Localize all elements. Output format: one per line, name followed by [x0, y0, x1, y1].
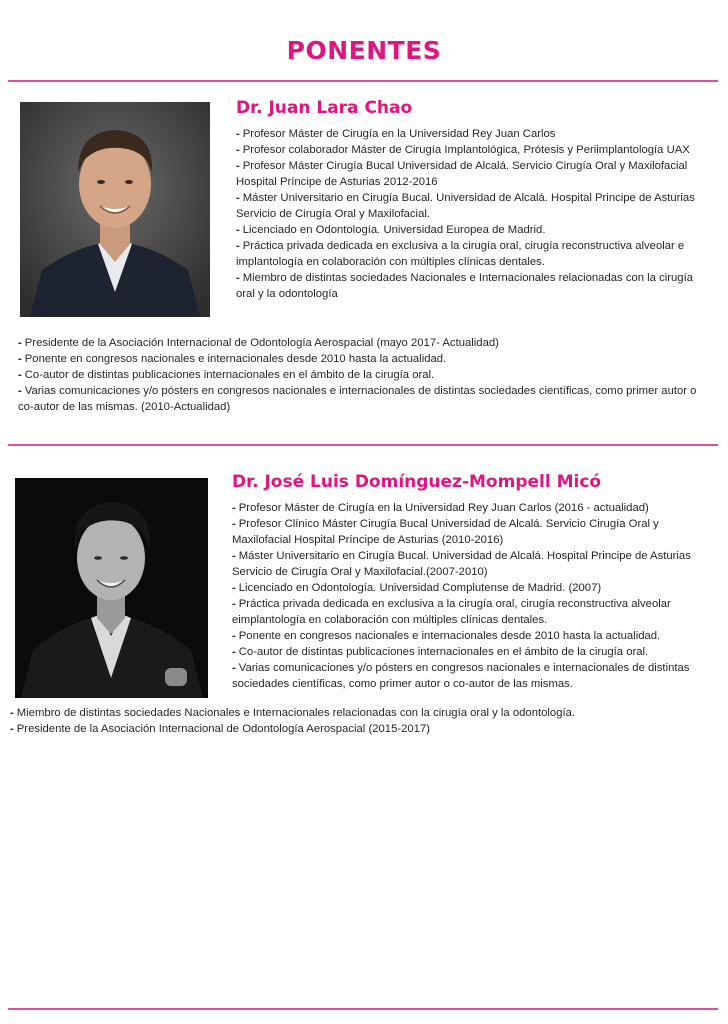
speaker-photo-jose-luis: [15, 478, 208, 698]
bio-item: - Profesor Máster de Cirugía en la Universidad Rey Juan Carlos (2016 - actualidad): [232, 502, 649, 514]
bio-item: - Profesor Máster Cirugía Bucal Universidad de Alcalá. Servicio Cirugía Oral y Maxilofacial Hospital Príncipe de Asturias 2012-2016: [236, 160, 688, 188]
bio-item: - Ponente en congresos nacionales e internacionales desde 2010 hasta la actualidad.: [18, 353, 447, 365]
bio-item: - Presidente de la Asociación Internacional de Odontología Aerospacial (2015-2017): [10, 723, 431, 735]
speaker-name: Dr. José Luis Domínguez-Mompell Micó: [232, 472, 602, 492]
bio-item: - Varias comunicaciones y/o pósters en congresos nacionales e internacionales de distintas sociedades científicas, como primer autor o co-autor de las mismas.: [232, 662, 690, 690]
bio-item: - Máster Universitario en Cirugía Bucal. Universidad de Alcalá. Hospital Principe de Asturias Servicio de Cirugía Oral y Maxilofacial.: [236, 192, 695, 220]
portrait-illustration: [15, 478, 208, 698]
portrait-illustration: [20, 102, 210, 317]
speaker-name: Dr. Juan Lara Chao: [236, 98, 413, 118]
bio-item: - Varias comunicaciones y/o pósters en congresos nacionales e internacionales de distintas sociedades científicas, como primer autor o co-autor de las mismas. (2010-Actualidad): [18, 385, 697, 413]
speaker-bio-list: [236, 126, 706, 302]
bio-item: - Miembro de distintas sociedades Nacionales e Internacionales relacionadas con la cirugía oral y la odontología: [236, 272, 694, 300]
bio-item: - Licenciado en Odontología. Universidad Complutense de Madrid. (2007): [232, 582, 602, 594]
bio-item: - Máster Universitario en Cirugía Bucal. Universidad de Alcalá. Hospital Principe de Asturias Servicio de Cirugía Oral y Maxilofacial.(2007-2010): [232, 550, 691, 578]
bio-item: - Práctica privada dedicada en exclusiva a la cirugía oral, cirugía reconstructiva alveolar eimplantología en colaboración con múltiples clínicas dentales.: [232, 598, 671, 626]
bio-item: - Co-autor de distintas publicaciones internacionales en el ámbito de la cirugía oral.: [232, 646, 649, 658]
divider-bottom: [8, 1008, 718, 1010]
page-title: PONENTES: [286, 36, 442, 65]
bio-item: - Miembro de distintas sociedades Nacionales e Internacionales relacionadas con la cirugía oral y la odontología.: [10, 707, 576, 719]
speaker-bio-list-continued: [10, 705, 710, 737]
bio-item: - Ponente en congresos nacionales e internacionales desde 2010 hasta la actualidad.: [232, 630, 661, 642]
speaker-photo-juan-lara: [20, 102, 210, 317]
bio-item: - Presidente de la Asociación Internacional de Odontología Aerospacial (mayo 2017- Actualidad): [18, 337, 499, 349]
speaker-bio-list: [232, 500, 710, 692]
bio-item: - Práctica privada dedicada en exclusiva a la cirugía oral, cirugía reconstructiva alveolar e implantología en colaboración con múltiples clínicas dentales.: [236, 240, 685, 268]
bio-item: - Profesor colaborador Máster de Cirugía Implantológica, Prótesis y Periimplantología UAX: [236, 144, 690, 156]
speaker-bio-list-continued: [18, 335, 710, 415]
bio-item: - Profesor Máster de Cirugía en la Universidad Rey Juan Carlos: [236, 128, 556, 140]
divider-top: [8, 80, 718, 82]
bio-item: - Licenciado en Odontología. Universidad Europea de Madrid.: [236, 224, 546, 236]
bio-item: - Profesor Clínico Máster Cirugía Bucal Universidad de Alcalá. Servicio Cirugía Oral y Maxilofacial Hospital Príncipe de Asturias (2010-2016): [232, 518, 659, 546]
divider-middle: [8, 444, 718, 446]
bio-item: - Co-autor de distintas publicaciones internacionales en el ámbito de la cirugía oral.: [18, 369, 435, 381]
